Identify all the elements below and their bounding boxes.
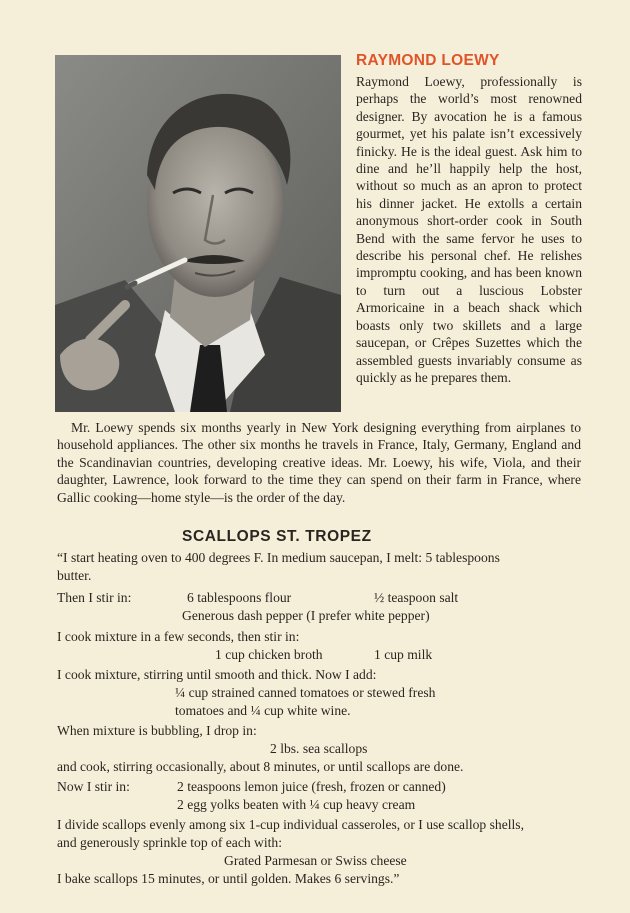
lemon-lead: Now I stir in: bbox=[57, 779, 130, 794]
lemon-item-juice: 2 teaspoons lemon juice (fresh, frozen or canned) bbox=[177, 779, 446, 794]
cheese-line: Grated Parmesan or Swiss cheese bbox=[224, 853, 407, 868]
thick-item-wine: tomatoes and ¼ cup white wine. bbox=[175, 703, 351, 718]
stir-item-flour: 6 tablespoons flour bbox=[187, 590, 292, 605]
stir-item-pepper: Generous dash pepper (I prefer white pepper) bbox=[182, 608, 430, 623]
portrait-photo bbox=[55, 55, 341, 412]
bubble-lead: When mixture is bubbling, I drop in: bbox=[57, 723, 257, 738]
portrait-illustration bbox=[55, 55, 341, 412]
divide-line-2: and generously sprinkle top of each with: bbox=[57, 835, 282, 850]
recipe-title: SCALLOPS ST. TROPEZ bbox=[182, 528, 372, 545]
done-line: and cook, stirring occasionally, about 8 minutes, or until scallops are done. bbox=[57, 759, 464, 774]
cook-item-broth: 1 cup chicken broth bbox=[215, 647, 323, 662]
bio-column bbox=[356, 52, 582, 386]
cook-item-milk: 1 cup milk bbox=[374, 647, 433, 662]
recipe-intro-line-2: butter. bbox=[57, 568, 92, 583]
thick-lead: I cook mixture, stirring until smooth and thick. Now I add: bbox=[57, 667, 377, 682]
stir-item-salt: ½ teaspoon salt bbox=[374, 590, 459, 605]
bake-line: I bake scallops 15 minutes, or until golden. Makes 6 servings.” bbox=[57, 871, 400, 886]
bio-paragraph: Raymond Loewy, professionally is perhaps the world’s most renowned designer. By avocation he is a famous gourmet, yet his palate isn’t excessively finicky. He is the ideal guest. Ask him to dine and he’ll happily help the host, without so much as an apron to protect his dinner jacket. He extolls a certain anonymous short-order cook in South Bend with the same fervor he uses to describe his personal chef. He relishes impromptu cooking, and has been known to turn out a luscious Lobster Armoricaine in a beach shack which boasts only two skillets and a large saucepan, or Crêpes Suzettes which the assembled guests invariably consume as quickly as he prepares them. bbox=[356, 74, 582, 385]
stir-lead: Then I stir in: bbox=[57, 590, 132, 605]
recipe-intro-line-1: “I start heating oven to 400 degrees F. In medium saucepan, I melt: 5 tablespoons bbox=[57, 550, 500, 565]
bubble-item-scallops: 2 lbs. sea scallops bbox=[270, 741, 368, 756]
bio-continued-paragraph: Mr. Loewy spends six months yearly in New York designing everything from airplanes to household appliances. The other six months he travels in France, Italy, Germany, England and the Scandinavian countries, developing creative ideas. Mr. Loewy, his wife, Viola, and their daughter, Lawrence, look forward to the time they can spend on their farm in France, where Gallic cooking—home style—is the order of the day. bbox=[57, 420, 581, 505]
divide-line-1: I divide scallops evenly among six 1-cup individual casseroles, or I use scallop shells, bbox=[57, 817, 524, 832]
lemon-item-yolks: 2 egg yolks beaten with ¼ cup heavy cream bbox=[177, 797, 416, 812]
cook-lead: I cook mixture in a few seconds, then stir in: bbox=[57, 629, 300, 644]
thick-item-tomatoes: ¼ cup strained canned tomatoes or stewed fresh bbox=[175, 685, 436, 700]
bio-name-heading: RAYMOND LOEWY bbox=[356, 52, 500, 69]
